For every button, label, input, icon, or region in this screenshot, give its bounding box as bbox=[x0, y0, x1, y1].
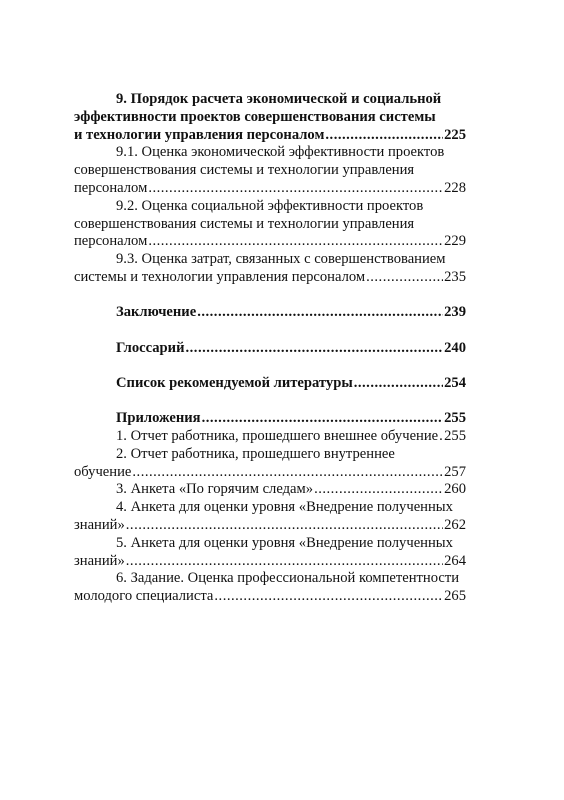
dot-leader bbox=[325, 127, 443, 145]
dot-leader bbox=[214, 588, 443, 606]
toc-leader-line bbox=[74, 410, 466, 428]
table-of-contents bbox=[74, 91, 466, 606]
toc-leader-line bbox=[74, 269, 466, 287]
toc-leader-line bbox=[74, 481, 466, 499]
toc-entry-text: персоналом bbox=[74, 233, 148, 250]
toc-entry-text: 1. Отчет работника, прошедшего внешнее обучение bbox=[116, 427, 439, 444]
toc-entry-text: знаний» bbox=[74, 552, 125, 569]
toc-leader-line bbox=[74, 464, 466, 482]
toc-entry-glossary[interactable] bbox=[74, 340, 466, 358]
dot-leader bbox=[186, 340, 444, 358]
toc-entry-appendix-5[interactable] bbox=[74, 535, 466, 571]
toc-entry-9-1[interactable] bbox=[74, 144, 466, 197]
toc-entry-text: 9.2. Оценка социальной эффективности проектов bbox=[116, 197, 424, 214]
dot-leader bbox=[126, 553, 443, 571]
toc-entry-9-3[interactable] bbox=[74, 251, 466, 287]
page-number: 262 bbox=[444, 516, 466, 533]
toc-entry-text: молодого специалиста bbox=[74, 588, 214, 605]
toc-entry-appendix-3[interactable] bbox=[74, 481, 466, 499]
toc-entry-appendix-2[interactable] bbox=[74, 446, 466, 482]
page-number: 257 bbox=[444, 463, 466, 480]
toc-entry-text: 4. Анкета для оценки уровня «Внедрение полученных bbox=[116, 499, 453, 516]
toc-leader-line bbox=[74, 553, 466, 571]
toc-leader-line bbox=[74, 180, 466, 198]
toc-leader-line bbox=[74, 304, 466, 322]
dot-leader bbox=[366, 269, 443, 287]
toc-entry-text: 2. Отчет работника, прошедшего внутреннее bbox=[116, 445, 395, 462]
toc-leader-line bbox=[74, 233, 466, 251]
toc-entry-appendix-1[interactable] bbox=[74, 428, 466, 446]
toc-entry-text: системы и технологии управления персоналом bbox=[74, 268, 366, 285]
page-number: 225 bbox=[444, 126, 466, 143]
dot-leader bbox=[439, 428, 443, 446]
page-number: 228 bbox=[444, 179, 466, 196]
toc-entry-appendix-6[interactable] bbox=[74, 570, 466, 606]
page-number: 229 bbox=[444, 233, 466, 250]
toc-entry-literature[interactable] bbox=[74, 375, 466, 393]
toc-entry-text: эффективности проектов совершенствования системы bbox=[74, 108, 436, 125]
toc-entry-text: совершенствования системы и технологии управления bbox=[74, 215, 415, 232]
toc-entry-appendices[interactable] bbox=[74, 410, 466, 428]
toc-entry-appendix-4[interactable] bbox=[74, 499, 466, 535]
page-number: 255 bbox=[444, 427, 466, 444]
toc-entry-text: персоналом bbox=[74, 179, 148, 196]
dot-leader bbox=[202, 410, 444, 428]
toc-entry-text: 9.3. Оценка затрат, связанных с совершенствованием bbox=[116, 251, 446, 268]
dot-leader bbox=[126, 517, 443, 535]
page-number: 235 bbox=[444, 268, 466, 285]
page-number: 265 bbox=[444, 588, 466, 605]
toc-leader-line bbox=[74, 340, 466, 358]
toc-leader-line bbox=[74, 375, 466, 393]
toc-entry-text: Список рекомендуемой литературы bbox=[116, 374, 353, 391]
page-number: 264 bbox=[444, 552, 466, 569]
toc-entry-text: 3. Анкета «По горячим следам» bbox=[116, 481, 314, 498]
toc-leader-line bbox=[74, 517, 466, 535]
toc-entry-conclusion[interactable] bbox=[74, 304, 466, 322]
page-number: 255 bbox=[444, 410, 466, 427]
dot-leader bbox=[132, 464, 443, 482]
dot-leader bbox=[148, 180, 443, 198]
dot-leader bbox=[197, 304, 443, 322]
toc-entry-text: 6. Задание. Оценка профессиональной компетентности bbox=[116, 570, 460, 587]
toc-entry-text: и технологии управления персоналом bbox=[74, 126, 325, 143]
page-number: 260 bbox=[444, 481, 466, 498]
toc-leader-line bbox=[74, 428, 466, 446]
toc-entry-9-2[interactable] bbox=[74, 198, 466, 251]
page-number: 240 bbox=[444, 339, 466, 356]
dot-leader bbox=[354, 375, 443, 393]
toc-entry-text: Глоссарий bbox=[116, 339, 185, 356]
toc-leader-line bbox=[74, 588, 466, 606]
toc-entry-text: Заключение bbox=[116, 304, 197, 321]
toc-entry-text: 9. Порядок расчета экономической и социальной bbox=[116, 91, 442, 107]
toc-entry-text: Приложения bbox=[116, 410, 201, 427]
toc-entry-text: совершенствования системы и технологии управления bbox=[74, 162, 415, 179]
toc-entry-text: 5. Анкета для оценки уровня «Внедрение полученных bbox=[116, 534, 453, 551]
page-number: 254 bbox=[444, 374, 466, 391]
toc-entry-text: 9.1. Оценка экономической эффективности проектов bbox=[116, 144, 445, 161]
toc-entry-text: обучение bbox=[74, 463, 132, 480]
page-number: 239 bbox=[444, 304, 466, 321]
toc-entry-section-9[interactable] bbox=[74, 91, 466, 144]
dot-leader bbox=[148, 233, 443, 251]
dot-leader bbox=[314, 481, 443, 499]
toc-leader-line bbox=[74, 127, 466, 145]
toc-entry-text: знаний» bbox=[74, 516, 125, 533]
